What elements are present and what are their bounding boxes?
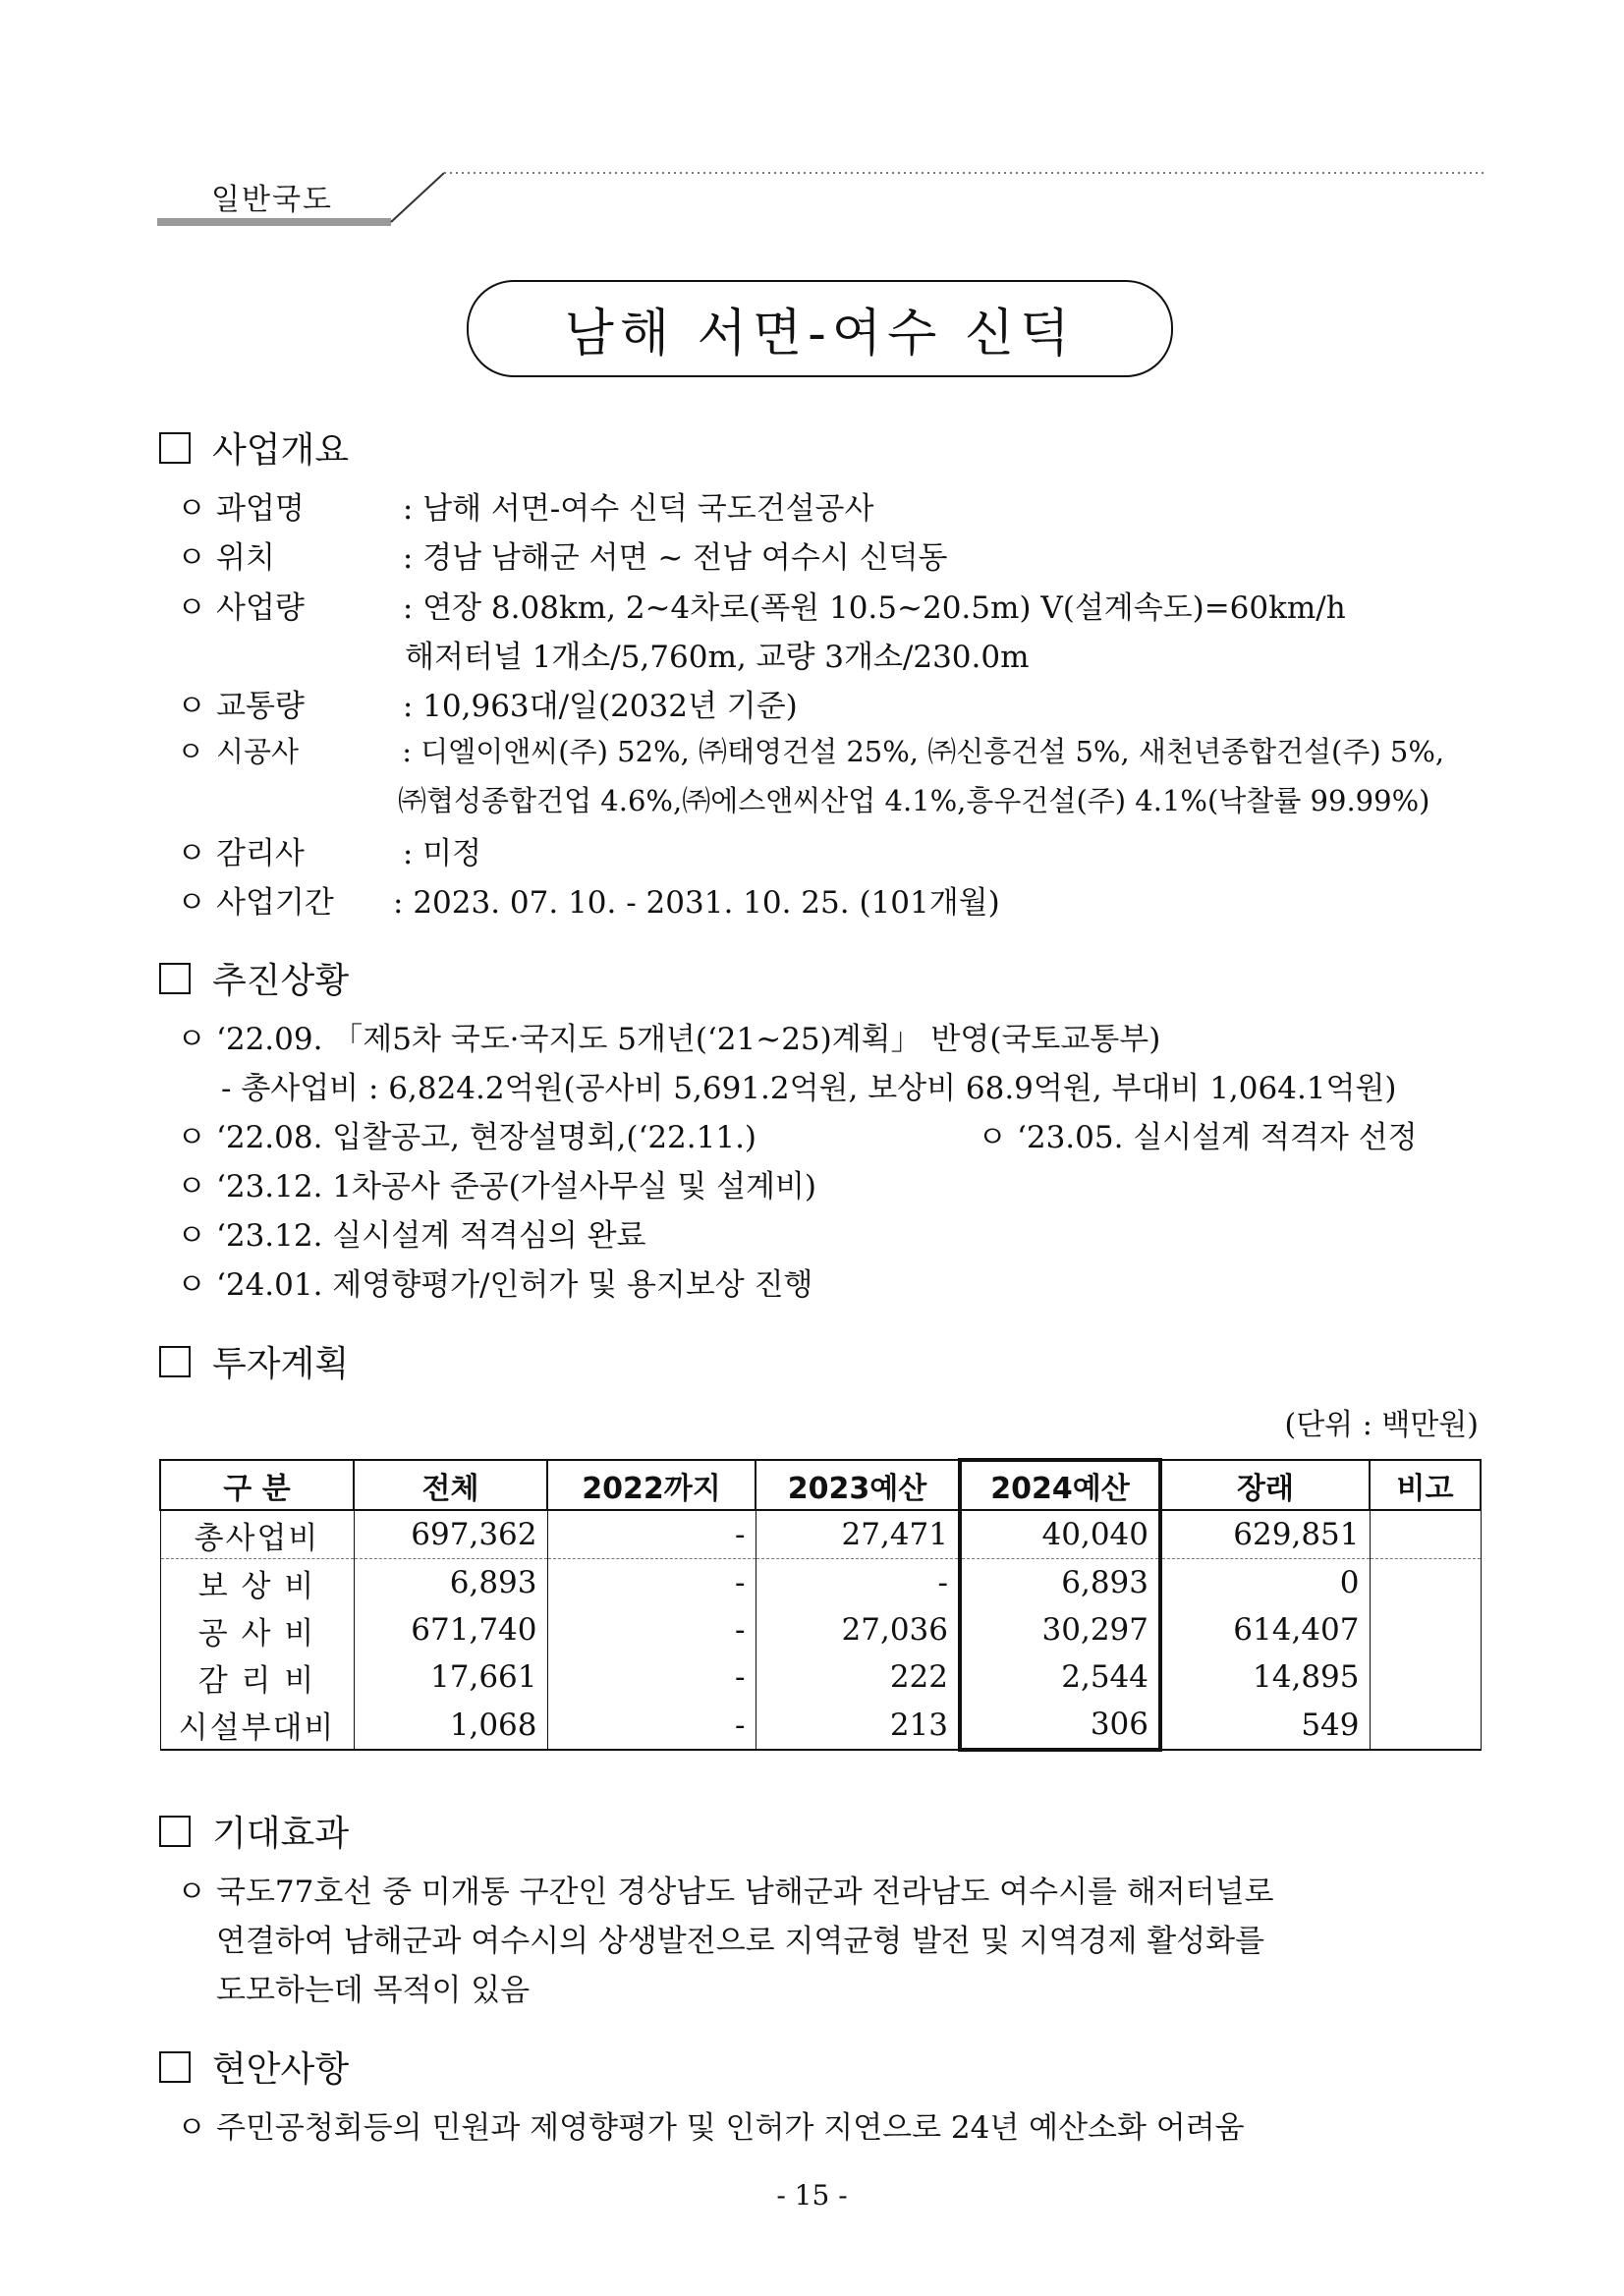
page-title: 남해 서면-여수 신덕 bbox=[564, 305, 1076, 364]
table-cell: 30,297 bbox=[960, 1606, 1160, 1653]
section-tag-decoration bbox=[157, 114, 1484, 232]
bullet-icon: ㅇ bbox=[177, 1022, 206, 1057]
table-cell: - bbox=[547, 1559, 756, 1607]
table-cell: 감 리 비 bbox=[160, 1653, 354, 1701]
table-cell: 27,036 bbox=[756, 1606, 960, 1653]
colon: : bbox=[402, 735, 412, 768]
progress-heading bbox=[159, 953, 349, 1003]
effect-heading bbox=[159, 1806, 349, 1856]
overview-item bbox=[177, 483, 873, 528]
overview-value: 2023. 07. 10. - 2031. 10. 25. (101개월) bbox=[413, 885, 1000, 921]
table-cell: 629,851 bbox=[1160, 1510, 1370, 1559]
overview-value: 연장 8.08km, 2~4차로(폭원 10.5~20.5m) V(설계속도)=60km/h bbox=[422, 590, 1346, 626]
overview-label: 과업명 bbox=[216, 491, 305, 527]
progress-item bbox=[177, 1014, 1160, 1058]
overview-value-continued: ㈜협성종합건업 4.6%,㈜에스앤씨산업 4.1%,흥우건설(주) 4.1%(낙찰률 99.99%) bbox=[398, 784, 1430, 817]
table-row bbox=[160, 1606, 1481, 1653]
progress-item bbox=[177, 1161, 816, 1205]
table-cell: 총사업비 bbox=[160, 1510, 354, 1559]
checkbox-icon bbox=[159, 432, 191, 464]
overview-item bbox=[177, 583, 1346, 627]
overview-value: 경남 남해군 서면 ~ 전남 여수시 신덕동 bbox=[422, 540, 948, 576]
bullet-icon: ㅇ bbox=[177, 2110, 206, 2146]
table-cell: - bbox=[547, 1653, 756, 1701]
bullet-icon: ㅇ bbox=[177, 735, 205, 768]
overview-item bbox=[177, 828, 481, 872]
progress-text: ‘22.08. 입찰공고, 현장설명회,(‘22.11.) bbox=[216, 1120, 757, 1155]
table-cell: 27,471 bbox=[756, 1510, 960, 1559]
table-cell bbox=[1370, 1559, 1481, 1607]
bullet-icon: ㅇ bbox=[177, 540, 206, 576]
progress-text: ‘23.12. 실시설계 적격심의 완료 bbox=[216, 1218, 646, 1254]
page-title-box bbox=[467, 280, 1173, 377]
table-cell: 614,407 bbox=[1160, 1606, 1370, 1653]
colon: : bbox=[393, 885, 404, 921]
table-cell: 17,661 bbox=[354, 1653, 547, 1701]
table-cell: 213 bbox=[756, 1701, 960, 1750]
overview-heading bbox=[159, 422, 349, 473]
bullet-icon: ㅇ bbox=[177, 1267, 206, 1303]
table-cell: 0 bbox=[1160, 1559, 1370, 1607]
overview-label: 교통량 bbox=[216, 689, 305, 724]
colon: : bbox=[402, 590, 414, 626]
bullet-icon: ㅇ bbox=[177, 836, 206, 871]
overview-value: 남해 서면-여수 신덕 국도건설공사 bbox=[422, 491, 874, 527]
table-cell: 2,544 bbox=[960, 1653, 1160, 1701]
checkbox-icon bbox=[159, 963, 191, 994]
table-row bbox=[160, 1701, 1481, 1750]
table-row bbox=[160, 1653, 1481, 1701]
table-row bbox=[160, 1559, 1481, 1607]
table-header-row bbox=[160, 1460, 1481, 1510]
progress-text: ‘23.12. 1차공사 준공(가설사무실 및 설계비) bbox=[216, 1169, 817, 1204]
table-cell: 306 bbox=[960, 1701, 1160, 1750]
table-row bbox=[160, 1510, 1481, 1559]
issues-heading-text: 현안사항 bbox=[212, 2049, 350, 2090]
overview-label: 시공사 bbox=[216, 735, 300, 768]
investment-heading bbox=[159, 1336, 349, 1386]
column-header: 전체 bbox=[354, 1460, 547, 1510]
table-cell: - bbox=[547, 1701, 756, 1750]
overview-heading-text: 사업개요 bbox=[212, 430, 350, 471]
overview-label: 사업량 bbox=[216, 590, 305, 626]
table-cell: - bbox=[547, 1510, 756, 1559]
bullet-icon: ㅇ bbox=[177, 689, 206, 724]
table-cell: 시설부대비 bbox=[160, 1701, 354, 1750]
bullet-icon: ㅇ bbox=[177, 1875, 206, 1910]
table-cell bbox=[1370, 1510, 1481, 1559]
overview-item bbox=[177, 681, 798, 725]
overview-label: 감리사 bbox=[216, 836, 305, 871]
progress-heading-text: 추진상황 bbox=[212, 961, 350, 1001]
colon: : bbox=[402, 836, 414, 871]
table-cell: 40,040 bbox=[960, 1510, 1160, 1559]
column-header: 2022까지 bbox=[547, 1460, 756, 1510]
table-cell: - bbox=[756, 1559, 960, 1607]
page-number: - 15 - bbox=[776, 2179, 848, 2212]
issues-text: 주민공청회등의 민원과 제영향평가 및 인허가 지연으로 24년 예산소화 어려움 bbox=[216, 2110, 1245, 2146]
table-cell: - bbox=[547, 1606, 756, 1653]
progress-text: ‘22.09. 「제5차 국도·국지도 5개년(‘21~25)계획」 반영(국토교통부) bbox=[216, 1022, 1161, 1057]
column-header: 구 분 bbox=[160, 1460, 354, 1510]
column-header: 장래 bbox=[1160, 1460, 1370, 1510]
table-cell: 6,893 bbox=[960, 1559, 1160, 1607]
section-tag: 일반국도 bbox=[211, 183, 333, 217]
table-cell bbox=[1370, 1653, 1481, 1701]
bullet-icon: ㅇ bbox=[177, 491, 206, 527]
bullet-icon: ㅇ bbox=[177, 590, 206, 626]
table-cell: 공 사 비 bbox=[160, 1606, 354, 1653]
unit-label: (단위 : 백만원) bbox=[1284, 1408, 1479, 1442]
table-cell: 671,740 bbox=[354, 1606, 547, 1653]
overview-value: 미정 bbox=[422, 836, 482, 871]
colon: : bbox=[402, 540, 414, 576]
table-cell: 14,895 bbox=[1160, 1653, 1370, 1701]
progress-item bbox=[177, 1260, 813, 1304]
overview-item bbox=[177, 532, 947, 577]
overview-value: 10,963대/일(2032년 기준) bbox=[422, 689, 798, 724]
column-header: 2024예산 bbox=[960, 1460, 1160, 1510]
bullet-icon: ㅇ bbox=[177, 1169, 206, 1204]
overview-item bbox=[177, 730, 1444, 770]
table-cell bbox=[1370, 1701, 1481, 1750]
colon: : bbox=[402, 689, 414, 724]
column-header: 2023예산 bbox=[756, 1460, 960, 1510]
investment-table bbox=[159, 1458, 1482, 1752]
table-cell: 6,893 bbox=[354, 1559, 547, 1607]
table-cell: 보 상 비 bbox=[160, 1559, 354, 1607]
issues-heading bbox=[159, 2042, 349, 2092]
table-cell: 222 bbox=[756, 1653, 960, 1701]
bullet-icon: ㅇ bbox=[177, 885, 206, 921]
progress-text: ‘24.01. 제영향평가/인허가 및 용지보상 진행 bbox=[216, 1267, 813, 1303]
colon: : bbox=[402, 491, 414, 527]
issues-item bbox=[177, 2102, 1245, 2147]
progress-subitem: - 총사업비 : 6,824.2억원(공사비 5,691.2억원, 보상비 68.9억원, 부대비 1,064.1억원) bbox=[221, 1071, 1397, 1106]
overview-value-continued: 해저터널 1개소/5,760m, 교량 3개소/230.0m bbox=[405, 640, 1030, 675]
checkbox-icon bbox=[159, 1346, 191, 1377]
bullet-icon: ㅇ bbox=[978, 1120, 1007, 1155]
effect-heading-text: 기대효과 bbox=[212, 1814, 350, 1854]
overview-label: 사업기간 bbox=[216, 885, 334, 921]
bullet-icon: ㅇ bbox=[177, 1218, 206, 1254]
overview-value: 디엘이앤씨(주) 52%, ㈜태영건설 25%, ㈜신흥건설 5%, 새천년종합건설(주) 5%, bbox=[420, 735, 1445, 768]
overview-label: 위치 bbox=[216, 540, 275, 576]
progress-item bbox=[177, 1112, 756, 1156]
checkbox-icon bbox=[159, 1816, 191, 1847]
table-cell bbox=[1370, 1606, 1481, 1653]
progress-item bbox=[978, 1112, 1418, 1156]
effect-text: 연결하여 남해군과 여수시의 상생발전으로 지역균형 발전 및 지역경제 활성화를 bbox=[216, 1924, 1265, 1959]
effect-text: 국도77호선 중 미개통 구간인 경상남도 남해군과 전라남도 여수시를 해저터널로 bbox=[216, 1875, 1274, 1910]
investment-heading-text: 투자계획 bbox=[212, 1344, 350, 1384]
progress-text: ‘23.05. 실시설계 적격자 선정 bbox=[1017, 1120, 1418, 1155]
bullet-icon: ㅇ bbox=[177, 1120, 206, 1155]
effect-text: 도모하는데 목적이 있음 bbox=[216, 1973, 531, 2008]
overview-item bbox=[177, 877, 1000, 922]
table-cell: 697,362 bbox=[354, 1510, 547, 1559]
column-header: 비고 bbox=[1370, 1460, 1481, 1510]
effect-item bbox=[177, 1867, 1274, 1911]
progress-item bbox=[177, 1210, 645, 1255]
checkbox-icon bbox=[159, 2051, 191, 2083]
table-cell: 549 bbox=[1160, 1701, 1370, 1750]
table-cell: 1,068 bbox=[354, 1701, 547, 1750]
